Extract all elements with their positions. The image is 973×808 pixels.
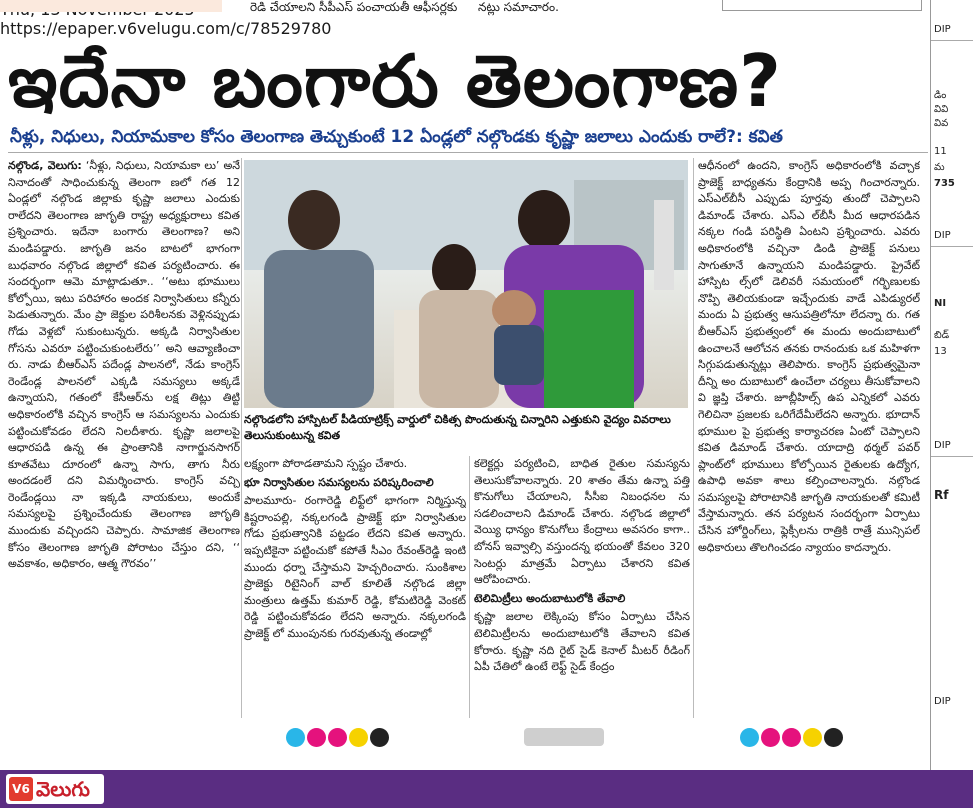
footer-bar	[0, 770, 973, 808]
rail-text: 13	[934, 346, 947, 357]
reg-dot	[328, 728, 347, 747]
dateline: నల్గొండ, వెలుగు:	[8, 159, 82, 172]
rail-text: DIP	[934, 230, 951, 241]
rail-text: డిం	[934, 90, 947, 101]
reg-dot	[370, 728, 389, 747]
reg-dot	[740, 728, 759, 747]
column-1-text: ‘నీళ్లు, నిధులు, నియామకా లు’ అనే నినాదంతో సాధించుకున్న తెలంగా ణలో గత 12 ఏండ్లలో నల్గొండ జిల్లాకు కృష్ణా జలాలు ఎందుకు రాలేదని తెలంగాణ జాగృతి రాష్ట్ర అధ్యక్షురాలు కవిత ప్రశ్నించారు. ఇదేనా బంగారు తెలంగాణ? అని మండిపడ్డారు. జాగృతి జనం బాటలో భాగంగా బుధవారం నల్గొండ జిల్లాలో కవిత పర్యటించారు. ఈ సందర్భంగా ఆమె మాట్లాడుతూ.. ‘‘అటు భూములు కోల్పోయి, ఇటు పరిహారం అందక నిర్వాసితులు కన్నీరు పెడుతున్నారు. మేం ప్రా జెక్టుల పరిశీలనకు వెళ్లినప్పుడు గోడు వెళ్లబో సుకుంటున్నరు. అక్కడి నిర్వాసితుల గోసను ఎవరూ పట్టించుకుంటలేరు’’ అని ఆవ్యాణించా రు. నాడు బీఆర్ఎస్ పదేండ్ల పాలనలో, నేడు కాంగ్రెస్ రెండేండ్ల పాలనలో ఎక్కడి సమస్యలు అక్కడే ఉన్నాయని, గతంలో కేసీఆర్‌ను లక్ష తిట్లు తిట్టి అధికారంలోకి వచ్చిన కాంగ్రెస్ ఆ సమస్యలను ఎందుకు పట్టించుకోవడం లేదని నిలదీశారు. కృష్ణా జలాలపై ఆధారపడి ఉన్న ఈ ప్రాంతానికి నాగార్జునసాగర్ కూతవేటు దూరంలో ఉన్నా సాగు, తాగు నీరు అందడంలే దని విమర్శించారు. కాంగ్రెస్ వచ్చి రెండేండ్లయి నా ఇక్కడి నాయకులు, అందుకే సమస్యలపై ప్రశ్నించేందుకు తెలంగాణ జాగృతి ముందుకు వచ్చిందని చెప్పారు. సామాజిక తెలంగాణ కోసం తెలంగాణ జాగృతి పోరాటం చేస్తుం దని, ‘‘ అవకాశం, అధికారం, ఆత్మ గౌరవం’’	[8, 159, 240, 571]
reg-dot	[349, 728, 368, 747]
rail-divider	[931, 40, 973, 41]
rail-text: బిడ్	[934, 330, 950, 341]
color-registration-left	[286, 728, 389, 747]
rail-text: DIP	[934, 440, 951, 451]
article-photo	[244, 160, 688, 408]
article-column-4	[698, 158, 920, 716]
registration-gray-bar	[524, 728, 604, 746]
reg-dot	[803, 728, 822, 747]
epaper-url[interactable]: https://epaper.v6velugu.com/c/78529780	[0, 19, 332, 38]
top-strip	[0, 0, 930, 20]
column-3-text-2: కృష్ణా జలాల లెక్కింపు కోసం ఏర్పాటు చేసిన టెలిమిట్రీలను అందుబాటులోకి తేవాలని కవిత కోరారు. కృష్ణా నది రైట్ సైడ్ కెనాల్ మీటర్ రీడింగ్ ఏపీ చేతిలో ఉంటే లెఫ్ట్ సైడ్ కేంద్రం	[474, 610, 690, 674]
column-3-text: కలెక్టర్లు పర్యటించి, బాధిత రైతుల సమస్యను తెలుసుకోవాలన్నారు. 20 శాతం తేమ ఉన్నా పత్తి కొనుగోలు చేయాలని, సీసీఐ నిబంధనల ను సడలించాలని డిమాండ్ చేశారు. నల్గొండ జిల్లాలో వెయ్యి ధాన్యం కొనుగోలు కేంద్రాలు అవసరం కాగా.. బోనస్ ఇవ్వాల్సి వస్తుందన్న భయంతో కేవలం 320 సెంటర్లు మాత్రమే ఏర్పాటు చేశారని కవిత ఆరోపించారు.	[474, 457, 690, 587]
rail-divider	[931, 246, 973, 247]
reg-dot	[782, 728, 801, 747]
logo-text: వెలుగు	[36, 777, 90, 801]
photo-caption: నల్గొండలోని హాస్పిటల్ పీడియాట్రిక్స్ వార్డులో చికిత్స పొందుతున్న చిన్నారిని ఎత్తుకుని వైద్యం వివరాలు తెలుసుకుంటున్న కవిత	[244, 413, 671, 442]
rail-text: DIP	[934, 24, 951, 35]
rail-text: Rf	[934, 488, 949, 502]
column-rule	[693, 158, 694, 718]
reg-dot	[761, 728, 780, 747]
rail-text: NI	[934, 298, 947, 309]
column-4-text: ఆధీనంలో ఉందని, కాంగ్రెస్ అధికారంలోకి వచ్చాక ప్రాజెక్ట్ బాధ్యతను కేంద్రానికి అప్ప గించారన్నారు. ఎస్ఎల్‌బీసీ ఎప్పుడు పూర్తవు తుందో చెప్పాలని డిమాండ్ చేశారు. ఎస్ఎ ల్‌బీసీ మీద ఆధారపడిన నక్కల గండి పరిస్థితి ఏంటని ప్రశ్నించారు. ఎవరు అధికారంలోకి వచ్చినా డిండి ప్రాజెక్ట్ పనులు సాగుతూనే ఉన్నాయని మండిపడ్డారు. ప్రైవేట్ హాస్పిట ల్స్‌లో డెలివరీ సమయంలో గర్భిణులకు నొప్పి తెలియకుండా ఇచ్చేందుకు వాడే ఎపిడ్యురల్ మందు ఏ ప్రభుత్వ ఆసుపత్రిలోనూ లేదన్నా రు. గత బీఆర్ఎస్ ప్రభుత్వంలో ఈ మందు అందుబాటులో ఉంచాలనే ఆలోచన తనకు రానందుకు ఒక మహిళగా సిగ్గుపడుతున్నట్లు తెలిపారు. కాంగ్రెస్ ప్రభుత్వమైనా దీన్ని అం దుబాటులో ఉంచేలా చర్యలు తీసుకోవాలని వి జ్ఞప్తి చేశారు. జూబ్లీహిల్స్ ఉప ఎన్నికలో ఎవరు గెలిచినా ప్రజలకు ఒరిగేదేమీలేదని అన్నారు. భూదాన్ భూముల పై ప్రభుత్వ కార్యాచరణ ఏంటో చెప్పాలని కవిత డిమాండ్ చేశారు. యాదాద్రి థర్మల్ పవర్ ప్లాంట్‌లో భూములు కోల్పోయిన రైతులకు ఉద్యోగ, ఉపాధి అవకా శాలు కల్పించాలన్నారు. నల్గొండ సమస్యలపై పోరాటానికి జాగృతి నాయకులతో కమిటీ వేస్తామన్నారు. తన పర్యటన సందర్భంగా ఏర్పాటు చేసిన హోర్డింగ్‌లు, ఫ్లెక్సీలను రాత్రికి రాత్రే మున్సిపల్ అధికారులు తొలగించడం న్యాయం కాదన్నారు.	[698, 159, 920, 554]
article-column-3	[474, 456, 690, 718]
right-rail	[930, 0, 973, 770]
logo-badge: V6	[9, 777, 33, 801]
article-column-2	[244, 456, 466, 718]
column-rule	[241, 158, 242, 718]
article-column-1	[8, 158, 240, 716]
v6-velugu-logo[interactable]	[6, 774, 104, 804]
rail-text: 735	[934, 178, 955, 189]
column-2-intro: లక్ష్యంగా పోరాడతామని స్పష్టం చేశారు.	[244, 457, 408, 470]
prev-article-text-2: నట్లు సమాచారం.	[478, 0, 559, 14]
rail-text: వివ	[934, 118, 949, 129]
rail-text: వివి	[934, 104, 949, 115]
rail-divider	[931, 456, 973, 457]
rail-text: DIP	[934, 696, 951, 707]
reg-dot	[286, 728, 305, 747]
subheadline: నీళ్లు, నిధులు, నియామకాల కోసం తెలంగాణ తెచ్చుకుంటే 12 ఏండ్లలో నల్గొండకు కృష్ణా జలాలు ఎందుకు రాలే?: కవిత	[10, 127, 783, 147]
rail-text: మ	[934, 162, 945, 173]
rail-text: 11	[934, 146, 947, 157]
headline: ఇదేనా బంగారు తెలంగాణ?	[8, 39, 782, 123]
section-heading-displaced: భూ నిర్వాసితుల సమస్యలను పరిష్కరించాలి	[244, 475, 434, 489]
column-2-text: పాలమూరు- రంగారెడ్డి లిఫ్ట్‌లో భాగంగా నిర్మిస్తున్న కిష్టరాంపల్లి, నక్కలగండి ప్రాజెక్ట్ భూ నిర్వాసితుల గోడు ప్రభుత్వానికి పట్టడం లేదని కవిత అన్నారు. ఇప్పటికైనా పట్టించుకో కపోతే సీఎం రేవంత్‌రెడ్డి ఇంటి ముందు ధర్నా చేస్తామని హెచ్చరించారు. సుంకిశాల ప్రాజెక్టు రిటైనింగ్ వాల్ కూలితే నల్గొండ జిల్లా మంత్రులు ఉత్తమ్ కుమార్ రెడ్డి, కోమటిరెడ్డి వెంకట్ రెడ్డి పట్టించుకోవడం లేదని అన్నారు. నక్కలగండి ప్రాజెక్ట్ లో ముంపునకు గురవుతున్న తండాల్లో	[244, 494, 466, 640]
divider	[8, 152, 928, 153]
prev-box	[722, 0, 922, 11]
photo-illustration	[244, 160, 688, 408]
column-rule	[469, 456, 470, 718]
prev-article-text: రెడి చేయాలని సీపీఎస్ పంచాయతీ ఆఫీసర్లకు	[250, 0, 458, 14]
reg-dot	[307, 728, 326, 747]
color-registration-right	[740, 728, 843, 747]
ad-stub	[0, 0, 222, 12]
section-heading-telemetry: టెలిమిట్రీలు అందుబాటులోకి తేవాలి	[474, 591, 626, 605]
reg-dot	[824, 728, 843, 747]
